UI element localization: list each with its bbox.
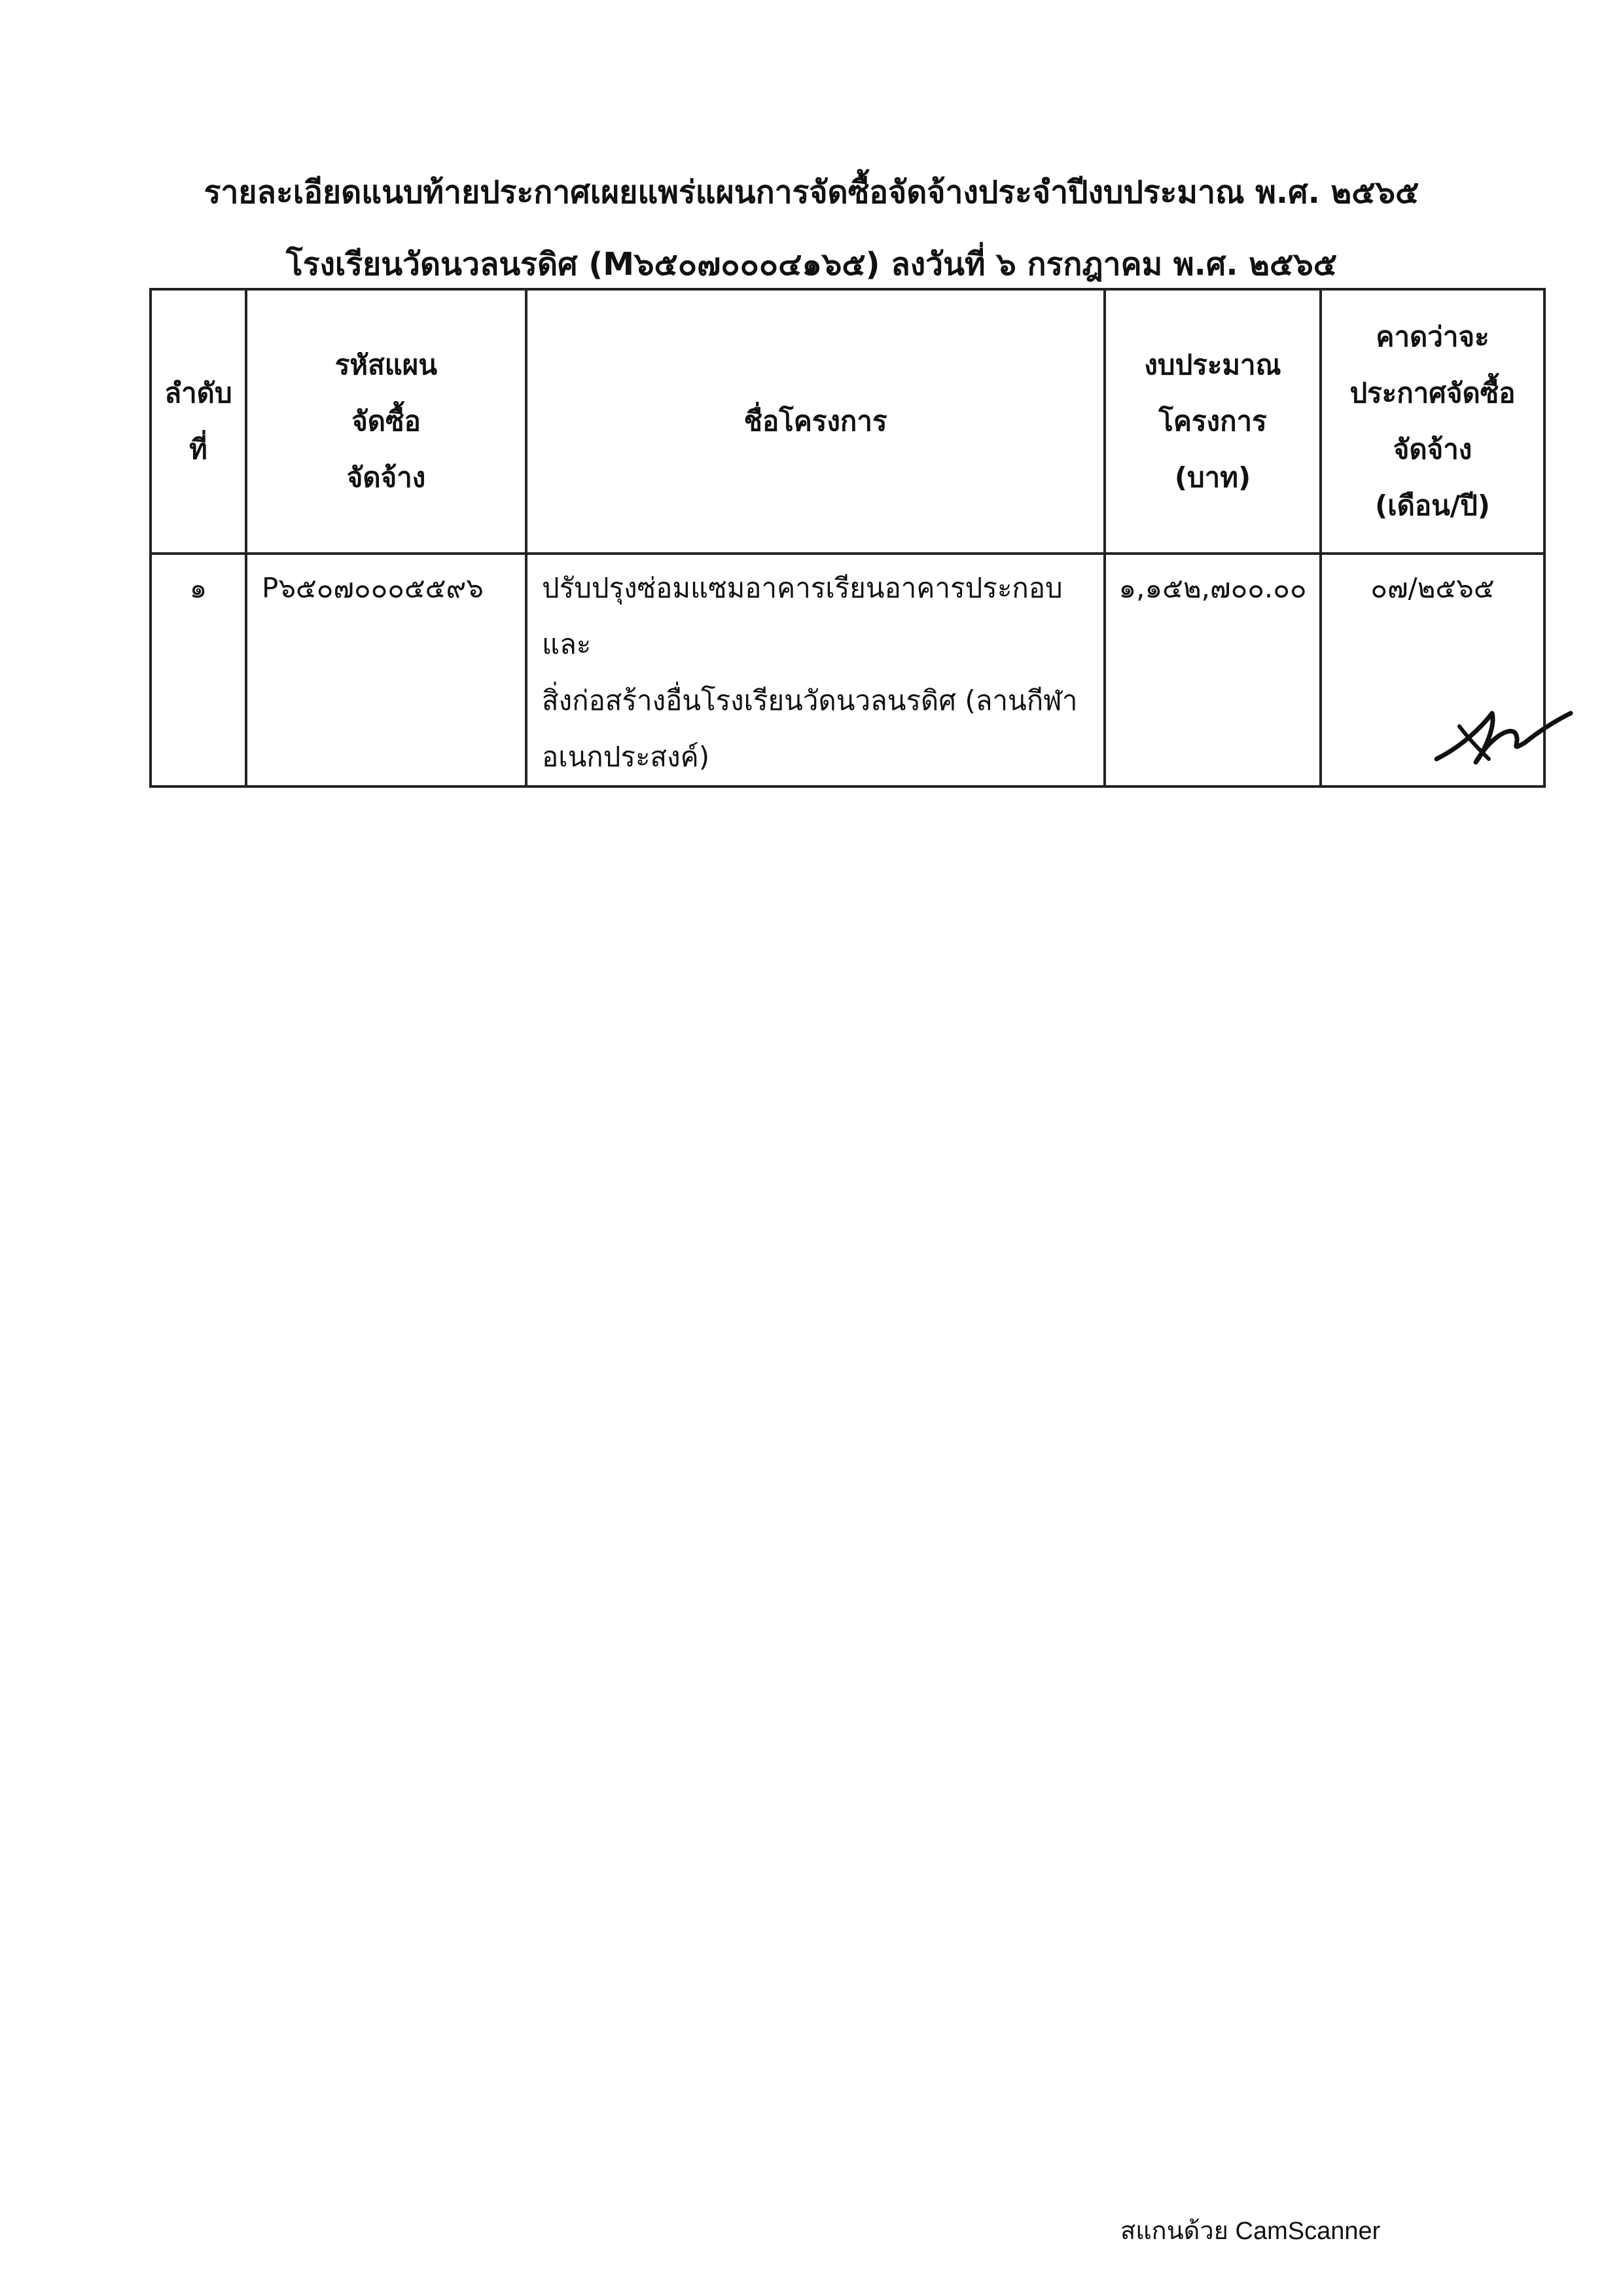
cell-budget: ๑,๑๕๒,๗๐๐.๐๐: [1105, 554, 1321, 786]
table-row: [151, 554, 1544, 786]
procurement-plan-table: [149, 288, 1546, 788]
table-header-row: [151, 289, 1544, 554]
cell-expected-date: ๐๗/๒๕๖๕: [1321, 554, 1544, 786]
header-plan-code: รหัสแผน จัดซื้อ จัดจ้าง: [246, 289, 526, 554]
cell-plan-code: P๖๕๐๗๐๐๐๕๕๙๖: [246, 554, 526, 786]
cell-project-name: ปรับปรุงซ่อมแซมอาคารเรียนอาคารประกอบและ สิ่งก่อสร้างอื่นโรงเรียนวัดนวลนรดิศ (ลานกีฬา อเนกประสงค์): [526, 554, 1105, 786]
scanner-watermark: สแกนด้วย CamScanner: [1120, 2217, 1381, 2245]
document-subtitle: โรงเรียนวัดนวลนรดิศ (M๖๕๐๗๐๐๐๔๑๖๕) ลงวันที่ ๖ กรกฎาคม พ.ศ. ๒๕๖๕: [285, 246, 1338, 283]
document-title: รายละเอียดแนบท้ายประกาศเผยแพร่แผนการจัดซื้อจัดจ้างประจำปีงบประมาณ พ.ศ. ๒๕๖๕: [204, 174, 1419, 211]
cell-seq: ๑: [151, 554, 246, 786]
signature-mark: [1423, 687, 1580, 772]
header-expected-date: คาดว่าจะ ประกาศจัดซื้อ จัดจ้าง (เดือน/ปี): [1321, 289, 1544, 554]
header-seq: ลำดับ ที่: [151, 289, 246, 554]
header-budget: งบประมาณ โครงการ (บาท): [1105, 289, 1321, 554]
header-project-name: ชื่อโครงการ: [526, 289, 1105, 554]
